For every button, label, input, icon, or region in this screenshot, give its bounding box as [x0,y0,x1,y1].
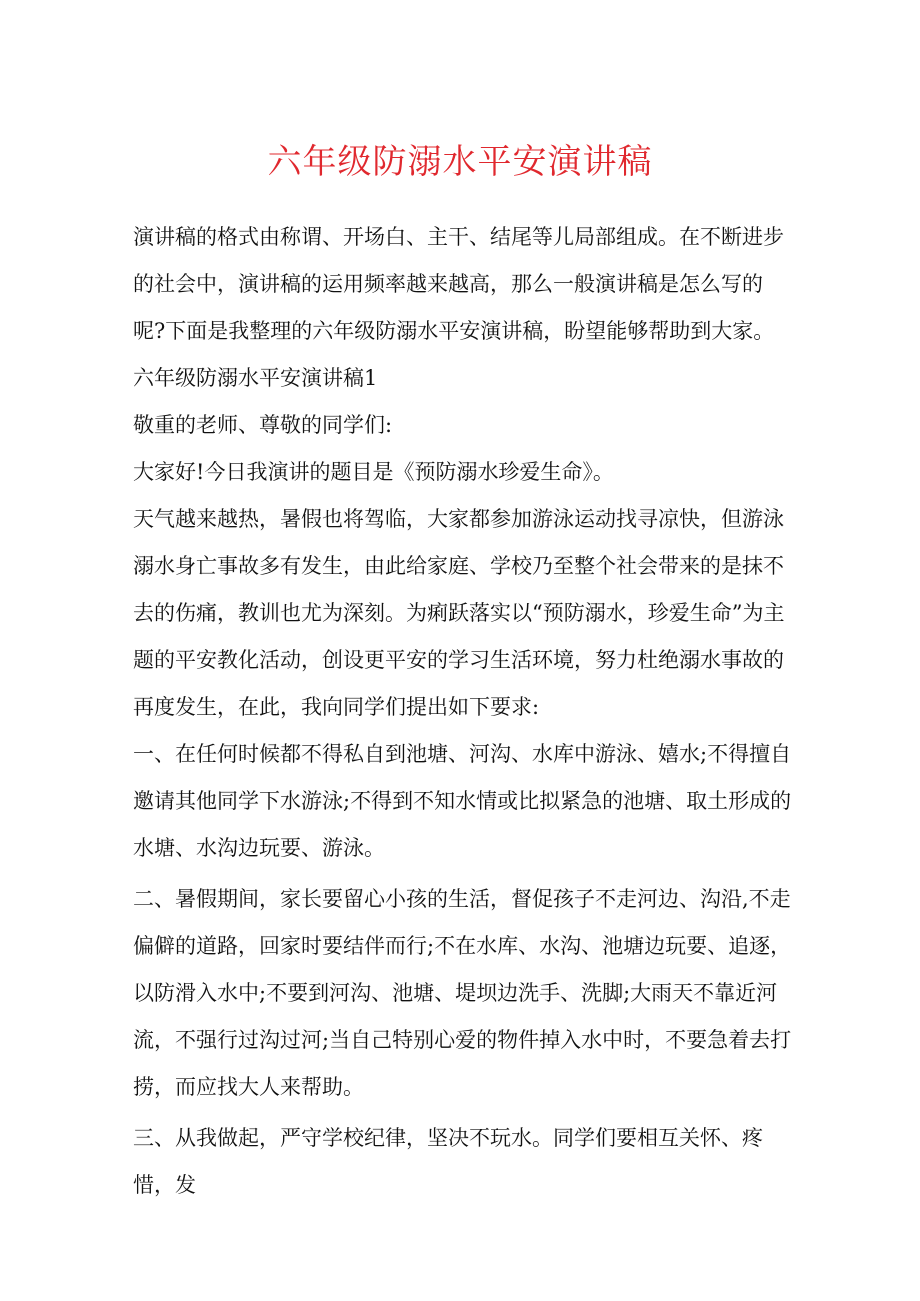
body-paragraph: 天气越来越热，暑假也将驾临，大家都参加游泳运动找寻凉快，但游泳溺水身亡事故多有发生，由此给家庭、学校乃至整个社会带来的是抹不去的伤痛，教训也尤为深刻。为痢跃落实以“预防溺水，珍爱生命”为主题的平安教化活动，创设更平安的学习生活环境，努力杜绝溺水事故的再度发生，在此，我向同学们提出如下要求: [133,507,785,719]
intro-paragraph: 演讲稿的格式由称谓、开场白、主干、结尾等儿局部组成。在不断进步的社会中，演讲稿的运用频率越来越高，那么一般演讲稿是怎么写的呢?下面是我整理的六年级防溺水平安演讲稿，盼望能够帮助到大家。 [133,225,784,343]
requirement-one: 一、在任何时候都不得私自到池塘、河沟、水库中游泳、嬉水;不得擅自邀请其他同学下水游泳;不得到不知水情或比拟紧急的池塘、取土形成的水塘、水沟边玩要、游泳。 [133,742,792,860]
section-heading: 六年级防溺水平安演讲稿1 [133,366,378,390]
document-body [133,214,795,1209]
requirement-two: 二、暑假期间，家长要留心小孩的生活，督促孩子不走河边、沟沿,不走偏僻的道路，回家时要结伴而行;不在水库、水沟、池塘边玩要、追逐，以防滑入水中;不要到河沟、池塘、堤坝边洗手、洗脚;大雨天不靠近河流，不强行过沟过河;当自己特别心爱的物件掉入水中时，不要急着去打捞，而应找大人来帮助。 [133,887,792,1099]
salutation: 敬重的老师、尊敬的同学们: [133,413,393,437]
requirement-three: 三、从我做起，严守学校纪律，坚决不玩水。同学们要相互关怀、疼惜，发 [133,1126,763,1197]
page-title: 六年级防溺水平安演讲稿 [267,142,653,182]
greeting-paragraph: 大家好!今日我演讲的题目是《预防溺水珍爱生命》。 [133,460,614,484]
